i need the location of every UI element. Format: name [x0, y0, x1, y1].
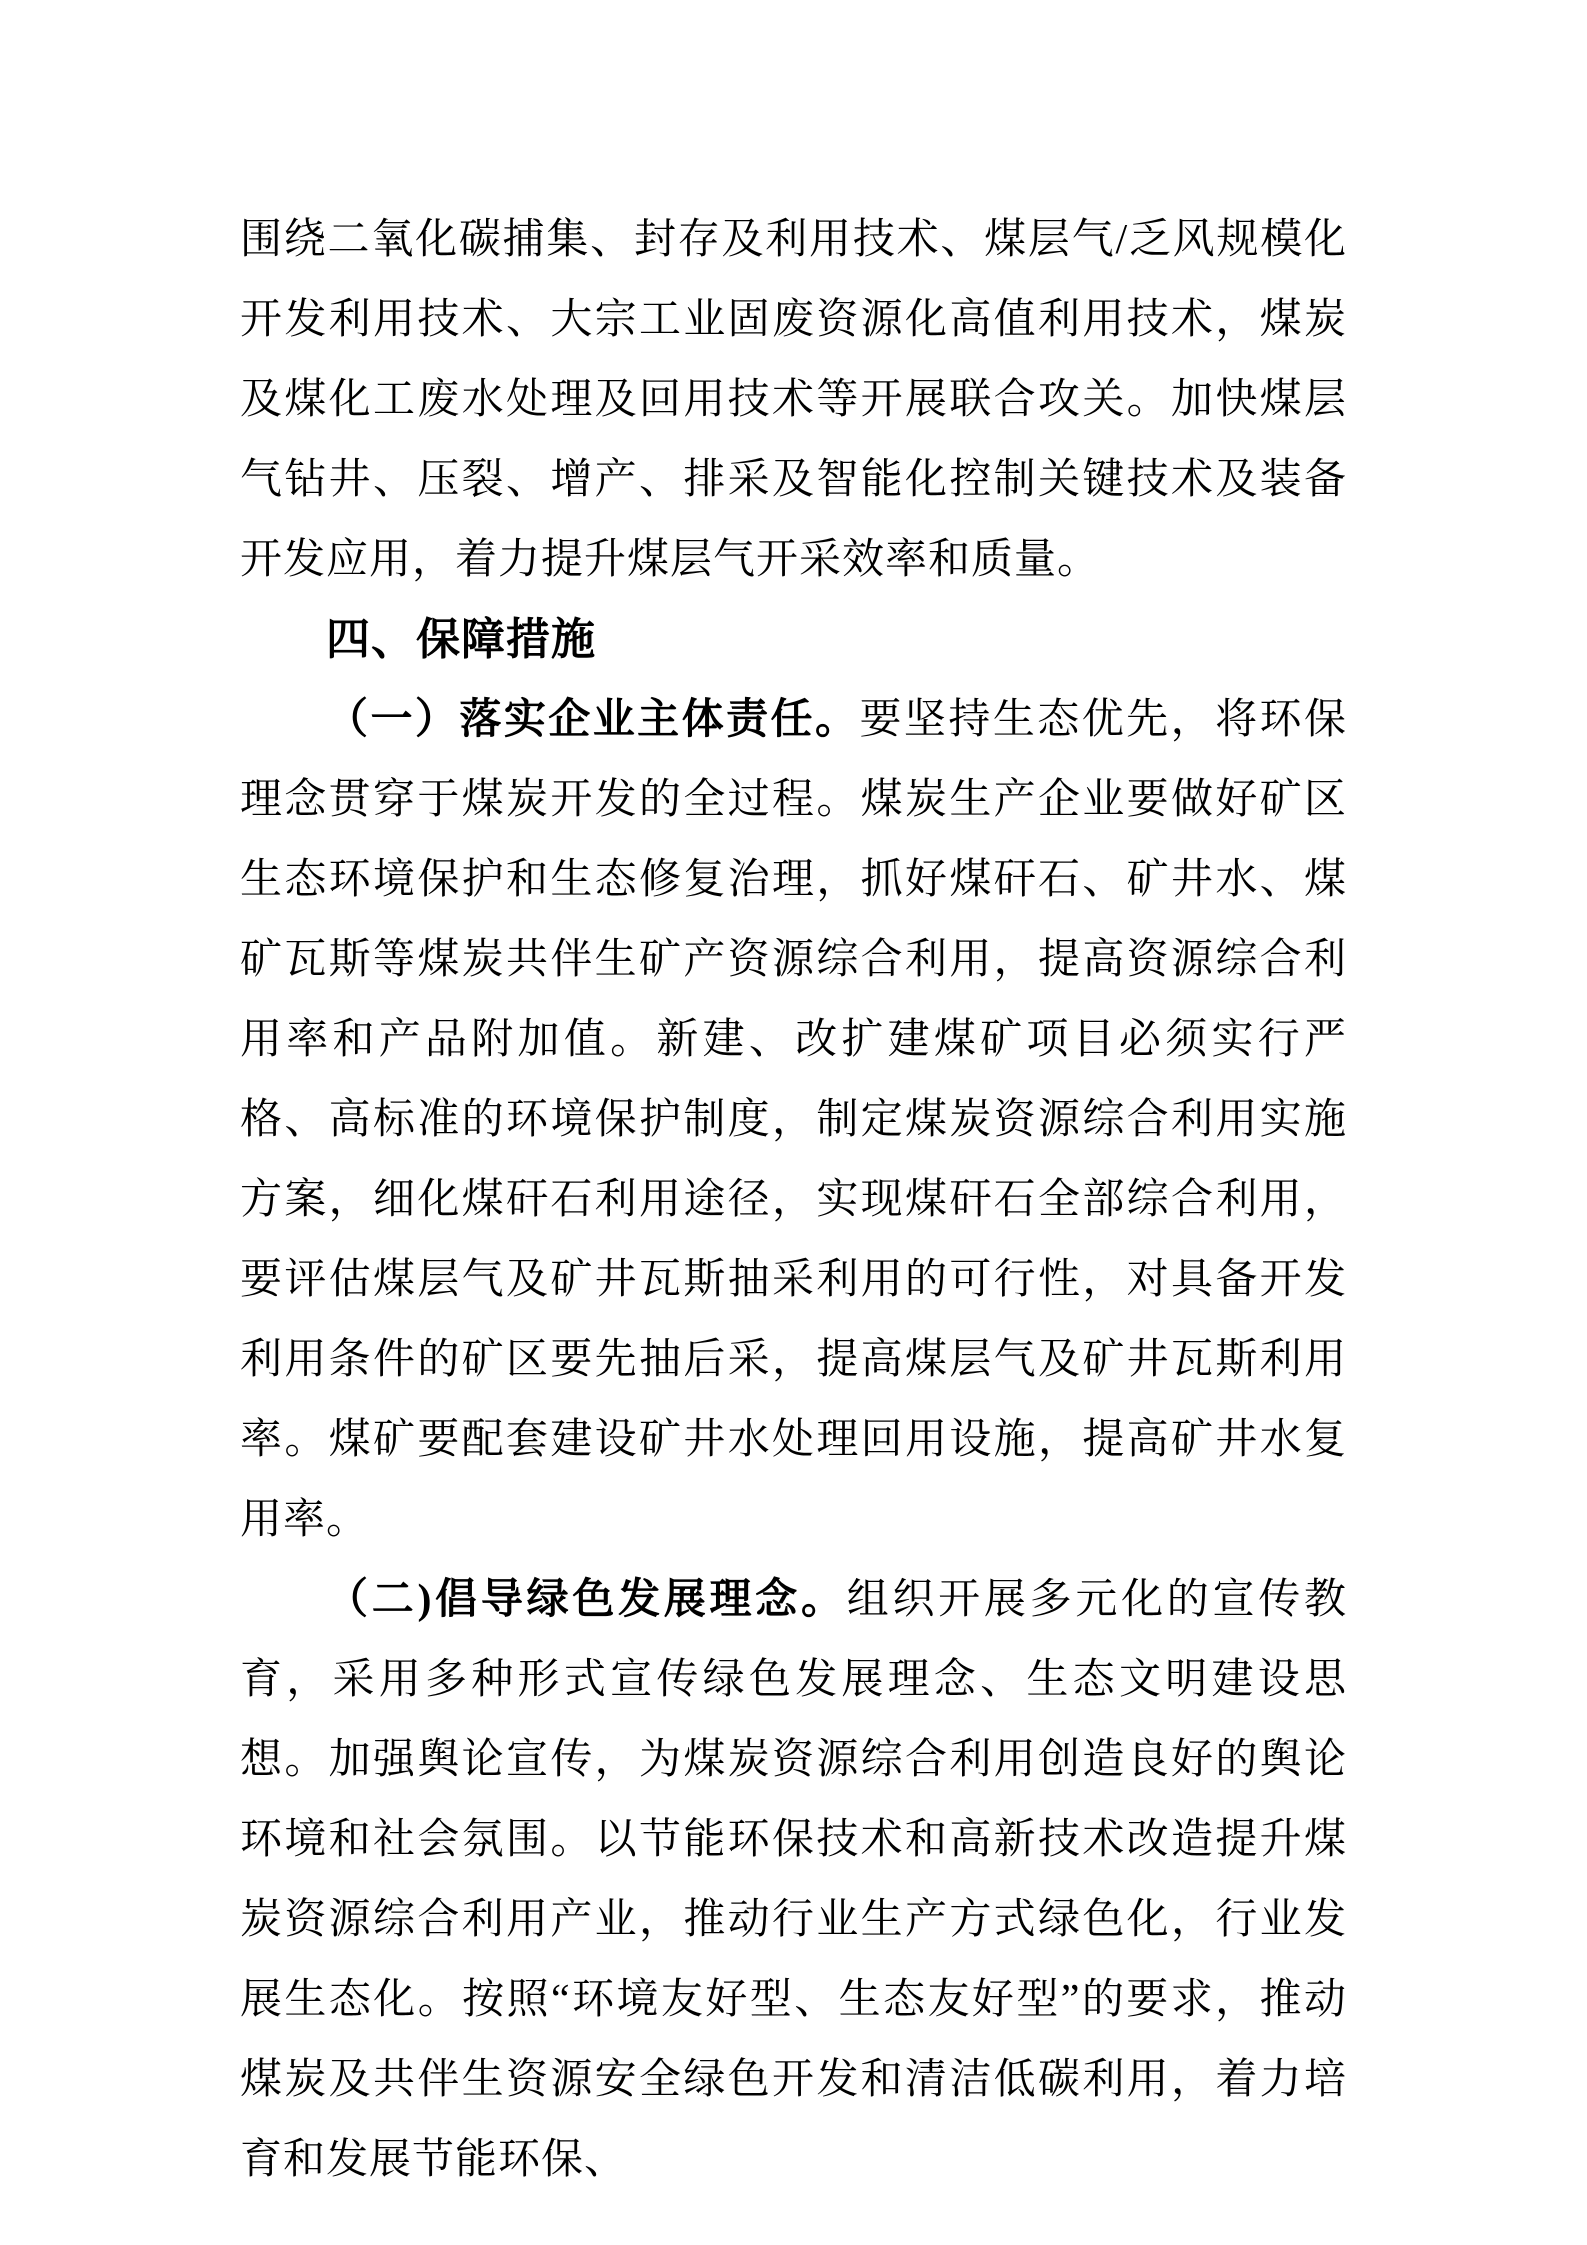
paragraph-1-lead: （一）落实企业主体责任。	[326, 697, 860, 743]
paragraph-2-lead: （二)倡导绿色发展理念。	[326, 1577, 847, 1623]
continuation-paragraph: 围绕二氧化碳捕集、封存及利用技术、煤层气/乏风规模化开发利用技术、大宗工业固废资源化高值利用技术，煤炭及煤化工废水处理及回用技术等开展联合攻关。加快煤层气钻井、压裂、增产、排采及智能化控制关键技术及装备开发应用，着力提升煤层气开采效率和质量。	[240, 217, 1347, 583]
paragraph-2-body: 组织开展多元化的宣传教育，采用多种形式宣传绿色发展理念、生态文明建设思想。加强舆论宣传，为煤炭资源综合利用创造良好的舆论环境和社会氛围。以节能环保技术和高新技术改造提升煤炭资源综合利用产业，推动行业生产方式绿色化，行业发展生态化。按照“环境友好型、生态友好型”的要求，推动煤炭及共伴生资源安全绿色开发和清洁低碳利用，着力培育和发展节能环保、	[240, 1577, 1347, 2183]
paragraph-2	[240, 1560, 1347, 2200]
document-text-block	[240, 200, 1347, 2200]
paragraph-1	[240, 680, 1347, 1560]
section-heading: 四、保障措施	[326, 615, 596, 664]
paragraph-1-body: 要坚持生态优先，将环保理念贯穿于煤炭开发的全过程。煤炭生产企业要做好矿区生态环境保护和生态修复治理，抓好煤矸石、矿井水、煤矿瓦斯等煤炭共伴生矿产资源综合利用，提高资源综合利用率和产品附加值。新建、改扩建煤矿项目必须实行严格、高标准的环境保护制度，制定煤炭资源综合利用实施方案，细化煤矸石利用途径，实现煤矸石全部综合利用，要评估煤层气及矿井瓦斯抽采利用的可行性，对具备开发利用条件的矿区要先抽后采，提高煤层气及矿井瓦斯利用率。煤矿要配套建设矿井水处理回用设施，提高矿井水复用率。	[240, 697, 1347, 1543]
